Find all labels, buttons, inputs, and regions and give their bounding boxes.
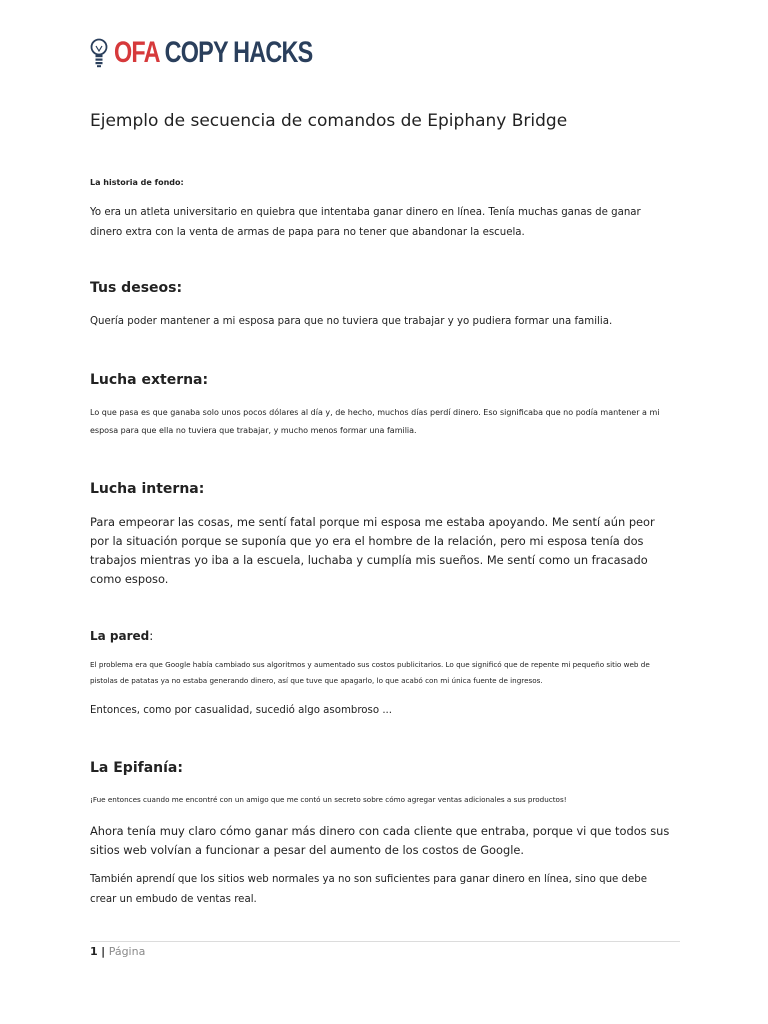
document-body [90, 108, 670, 909]
wall-heading: La pared: [90, 628, 154, 643]
epiphany-text-2: También aprendí que los sitios web normales ya no son suficientes para ganar dinero en línea, sino que debe crear un embudo de ventas real. [90, 874, 648, 905]
footer-separator: | [101, 945, 106, 958]
logo-copy-hacks: COPY HACKS [164, 36, 313, 69]
internal-struggle-heading: Lucha interna: [90, 480, 205, 497]
page-footer [90, 944, 145, 960]
external-struggle-text: Lo que pasa es que ganaba solo unos pocos dólares al día y, de hecho, muchos días perdí dinero. Eso significaba que no podía mantener a mi esposa para que ella no tuviera que trabajar, y mucho menos formar una familia. [90, 407, 660, 435]
brand-logo [90, 36, 368, 70]
page-number: 1 [90, 945, 98, 958]
page-label: Página [108, 945, 146, 958]
wall-text: El problema era que Google había cambiado sus algoritmos y aumentado sus costos publicitarios. Lo que significó que de repente mi pequeño sitio web de pistolas de patatas ya no estaba generando dinero, así que tuve que apagarlo, lo que acabó con mi única fuente de ingresos. [90, 659, 650, 685]
document-title: Ejemplo de secuencia de comandos de Epiphany Bridge [90, 111, 568, 131]
epiphany-text-1: Ahora tenía muy claro cómo ganar más dinero con cada cliente que entraba, porque vi que todos sus sitios web volvían a funcionar a pesar del aumento de los costos de Google. [90, 824, 670, 857]
desires-text: Quería poder mantener a mi esposa para que no tuviera que trabajar y yo pudiera formar una familia. [90, 316, 613, 327]
logo-ofa: OFA [114, 36, 159, 69]
logo-text [114, 36, 312, 70]
desires-heading: Tus deseos: [90, 280, 183, 296]
backstory-text: Yo era un atleta universitario en quiebra que intentaba ganar dinero en línea. Tenía muchas ganas de ganar dinero extra con la venta de armas de papa para no tener que abandonar la escuela. [90, 207, 641, 238]
internal-struggle-text: Para empeorar las cosas, me sentí fatal porque mi esposa me estaba apoyando. Me sentí aún peor por la situación porque se suponía que yo era el hombre de la relación, pero mi esposa tenía dos trabajos mientras yo iba a la escuela, luchaba y cumplía mis sueños. Me sentí como un fracasado como esposo. [90, 514, 655, 586]
external-struggle-heading: Lucha externa: [90, 371, 209, 388]
lightbulb-icon [90, 37, 108, 69]
epiphany-heading: La Epifanía: [90, 760, 183, 776]
backstory-label: La historia de fondo: [90, 178, 184, 187]
wall-text-2: Entonces, como por casualidad, sucedió algo asombroso ... [90, 704, 393, 716]
footer-divider [90, 941, 680, 942]
epiphany-small-text: ¡Fue entonces cuando me encontré con un amigo que me contó un secreto sobre cómo agregar ventas adicionales a sus productos! [90, 795, 567, 804]
